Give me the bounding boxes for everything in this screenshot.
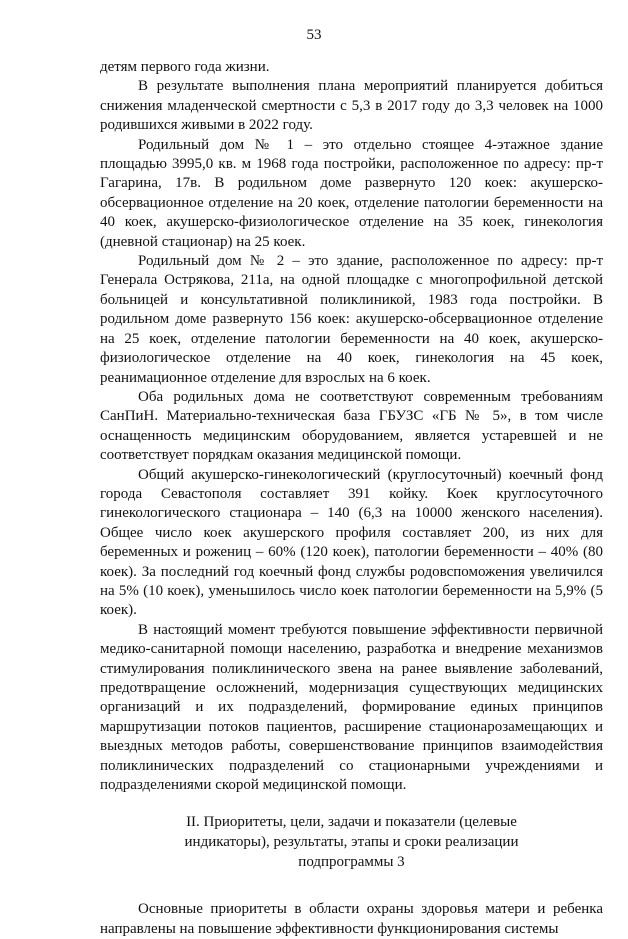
paragraph-continuation: детям первого года жизни. (100, 59, 270, 75)
section-heading-line: II. Приоритеты, цели, задачи и показатели (целевые (186, 814, 517, 831)
section-heading-line: подпрограммы 3 (298, 853, 405, 870)
paragraph-sanpin-compliance: Оба родильных дома не соответствуют современным требованиям СанПиН. Материально-техническая база ГБУЗС «ГБ № 5», в том числе оснащенность медицинским оборудованием, является устаревшей и не соответствует порядкам оказания медицинской помощи. (100, 388, 603, 464)
paragraph-maternity-home-2: Родильный дом № 2 – это здание, расположенное по адресу: пр-т Генерала Острякова, 211а, на одной площадке с многопрофильной детской больницей и консультативной поликлиникой, 1983 года постройки. В родильном доме развернуто 156 коек: акушерско-обсервационное отделение на 25 коек, отделение патологии беременности на 40 коек, акушерско-физиологическое отделение на 40 коек, гинекология на 45 коек, реанимационное отделение для взрослых на 6 коек. (100, 253, 603, 386)
document-body (100, 58, 603, 939)
paragraph-infant-mortality: В результате выполнения плана мероприятий планируется добиться снижения младенческой смертности с 5,3 в 2017 году до 3,3 человек на 1000 родившихся живыми в 2022 году. (100, 78, 603, 134)
section-heading (100, 813, 603, 872)
paragraph-maternity-home-1: Родильный дом № 1 – это отдельно стоящее 4-этажное здание площадью 3995,0 кв. м 1968 года постройки, расположенное по адресу: пр-т Гагарина, 17в. В родильном доме развернуто 120 коек: акушерско-обсервационное отделение на 20 коек, отделение патологии беременности на 40 коек, акушерско-физиологическое отделение на 35 коек, гинекология (дневной стационар) на 25 коек. (100, 136, 603, 250)
page-number: 53 (306, 27, 322, 43)
paragraph-priorities: Основные приоритеты в области охраны здоровья матери и ребенка направлены на повышение эффективности функционирования системы (100, 901, 603, 937)
section-heading-line: индикаторы), результаты, этапы и сроки реализации (184, 834, 519, 851)
paragraph-bed-capacity: Общий акушерско-гинекологический (круглосуточный) коечный фонд города Севастополя составляет 391 койку. Коек круглосуточного гинекологического стационара – 140 (6,3 на 10000 женского населения). Общее число коек акушерского профиля составляет 200, из них для беременных и рожениц – 60% (120 коек), патологии беременности – 40% (80 коек). За последний год коечный фонд службы родовспоможения увеличился на 5% (10 коек), уменьшилось число коек патологии беременности на 5,9% (5 коек). (100, 466, 603, 619)
paragraph-current-needs: В настоящий момент требуются повышение эффективности первичной медико-санитарной помощи населению, разработка и внедрение механизмов стимулирования поликлинического звена на ранее выявление заболеваний, предотвращение осложнений, модернизация существующих медицинских организаций и их подразделений, формирование единых принципов маршрутизации потоков пациентов, расширение стационарозамещающих и выездных методов работы, совершенствование принципов взаимодействия поликлинических подразделений со стационарными учреждениями и подразделениями скорой медицинской помощи. (100, 621, 603, 794)
